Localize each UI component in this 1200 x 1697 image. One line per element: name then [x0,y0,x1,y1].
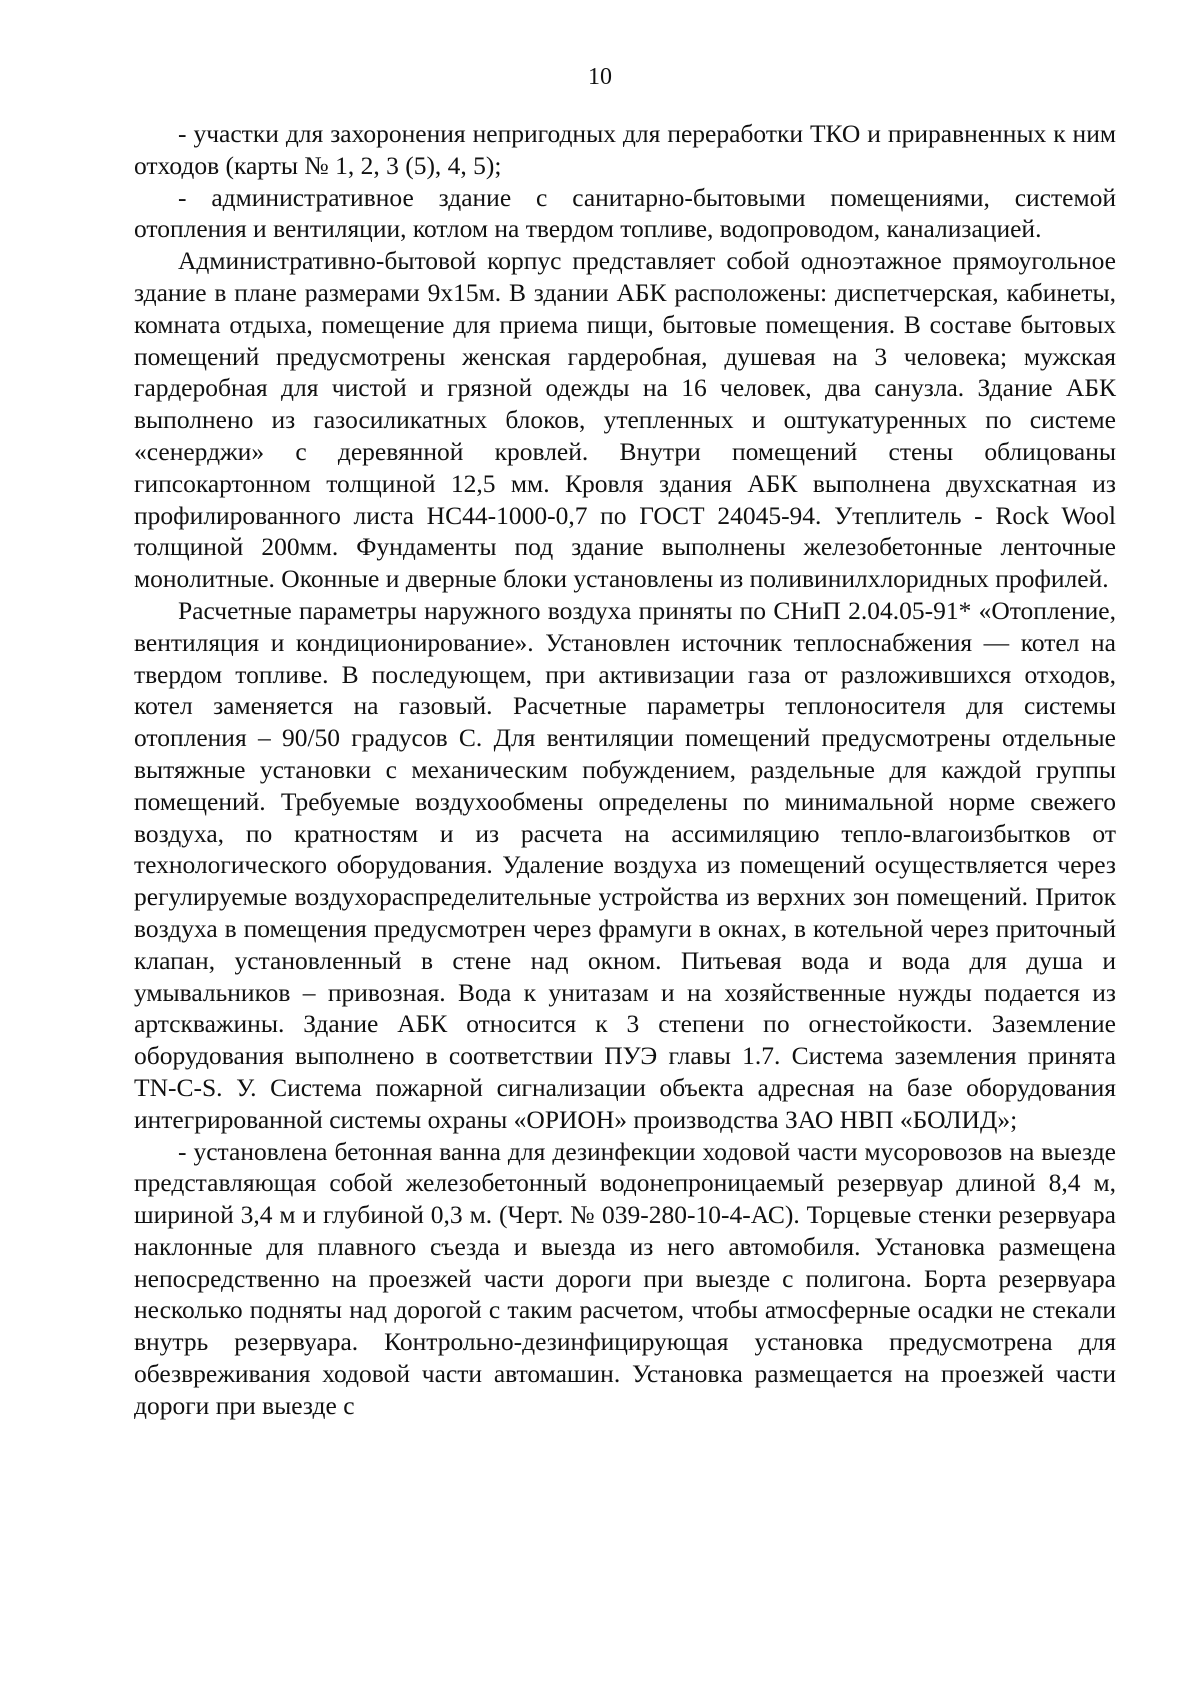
document-body [134,118,1116,1422]
paragraph-disinfection-bath: - установлена бетонная ванна для дезинфекции ходовой части мусоровозов на выезде представляющая собой железобетонный водонепроницаемый резервуар длиной 8,4 м, шириной 3,4 м и глубиной 0,3 м. (Черт. № 039-280-10-4-АС). Торцевые стенки резервуара наклонные для плавного съезда и выезда из него автомобиля. Установка размещена непосредственно на проезжей части дороги при выезде с полигона. Борта резервуара несколько подняты над дорогой с таким расчетом, чтобы атмосферные осадки не стекали внутрь резервуара. Контрольно-дезинфицирующая установка предусмотрена для обезвреживания ходовой части автомашин. Установка размещается на проезжей части дороги при выезде с [134,1136,1116,1420]
paragraph-abk-description: Административно-бытовой корпус представляет собой одноэтажное прямоугольное здание в плане размерами 9х15м. В здании АБК расположены: диспетчерская, кабинеты, комната отдыха, помещение для приема пищи, бытовые помещения. В составе бытовых помещений предусмотрены женская гардеробная, душевая на 3 человека; мужская гардеробная для чистой и грязной одежды на 16 человек, два санузла. Здание АБК выполнено из газосиликатных блоков, утепленных и оштукатуренных по системе «сенерджи» с деревянной кровлей. Внутри помещений стены облицованы гипсокартонном толщиной 12,5 мм. Кровля здания АБК выполнена двухскатная из профилированного листа НС44-1000-0,7 по ГОСТ 24045-94. Утеплитель - Rock Wool толщиной 200мм. Фундаменты под здание выполнены железобетонные ленточные монолитные. Оконные и дверные блоки установлены из поливинилхлоридных профилей. [134,246,1116,594]
paragraph-admin-building: - административное здание с санитарно-бытовыми помещениями, системой отопления и вентиляции, котлом на твердом топливе, водопроводом, канализацией. [134,182,1116,244]
paragraph-heating-ventilation: Расчетные параметры наружного воздуха приняты по СНиП 2.04.05-91* «Отопление, вентиляция и кондиционирование». Установлен источник теплоснабжения — котел на твердом топливе. В последующем, при активизации газа от разложившихся отходов, котел заменяется на газовый. Расчетные параметры теплоносителя для системы отопления – 90/50 градусов С. Для вентиляции помещений предусмотрены отдельные вытяжные установки с механическим побуждением, раздельные для каждой группы помещений. Требуемые воздухообмены определены по минимальной норме свежего воздуха, по кратностям и из расчета на ассимиляцию тепло-влагоизбытков от технологического оборудования. Удаление воздуха из помещений осуществляется через регулируемые воздухораспределительные устройства из верхних зон помещений. Приток воздуха в помещения предусмотрен через фрамуги в окнах, в котельной через приточный клапан, установленный в стене над окном. Питьевая вода и вода для душа и умывальников – привозная. Вода к унитазам и на хозяйственные нужды подается из артскважины. Здание АБК относится к 3 степени по огнестойкости. Заземление оборудования выполнено в соответствии ПУЭ главы 1.7. Система заземления принята TN-C-S. У. Система пожарной сигнализации объекта адресная на базе оборудования интегрированной системы охраны «ОРИОН» производства ЗАО НВП «БОЛИД»; [134,595,1116,1134]
paragraph-landfill-sections: - участки для захоронения непригодных для переработки ТКО и приравненных к ним отходов (карты № 1, 2, 3 (5), 4, 5); [134,119,1116,180]
page-number: 10 [588,64,612,90]
